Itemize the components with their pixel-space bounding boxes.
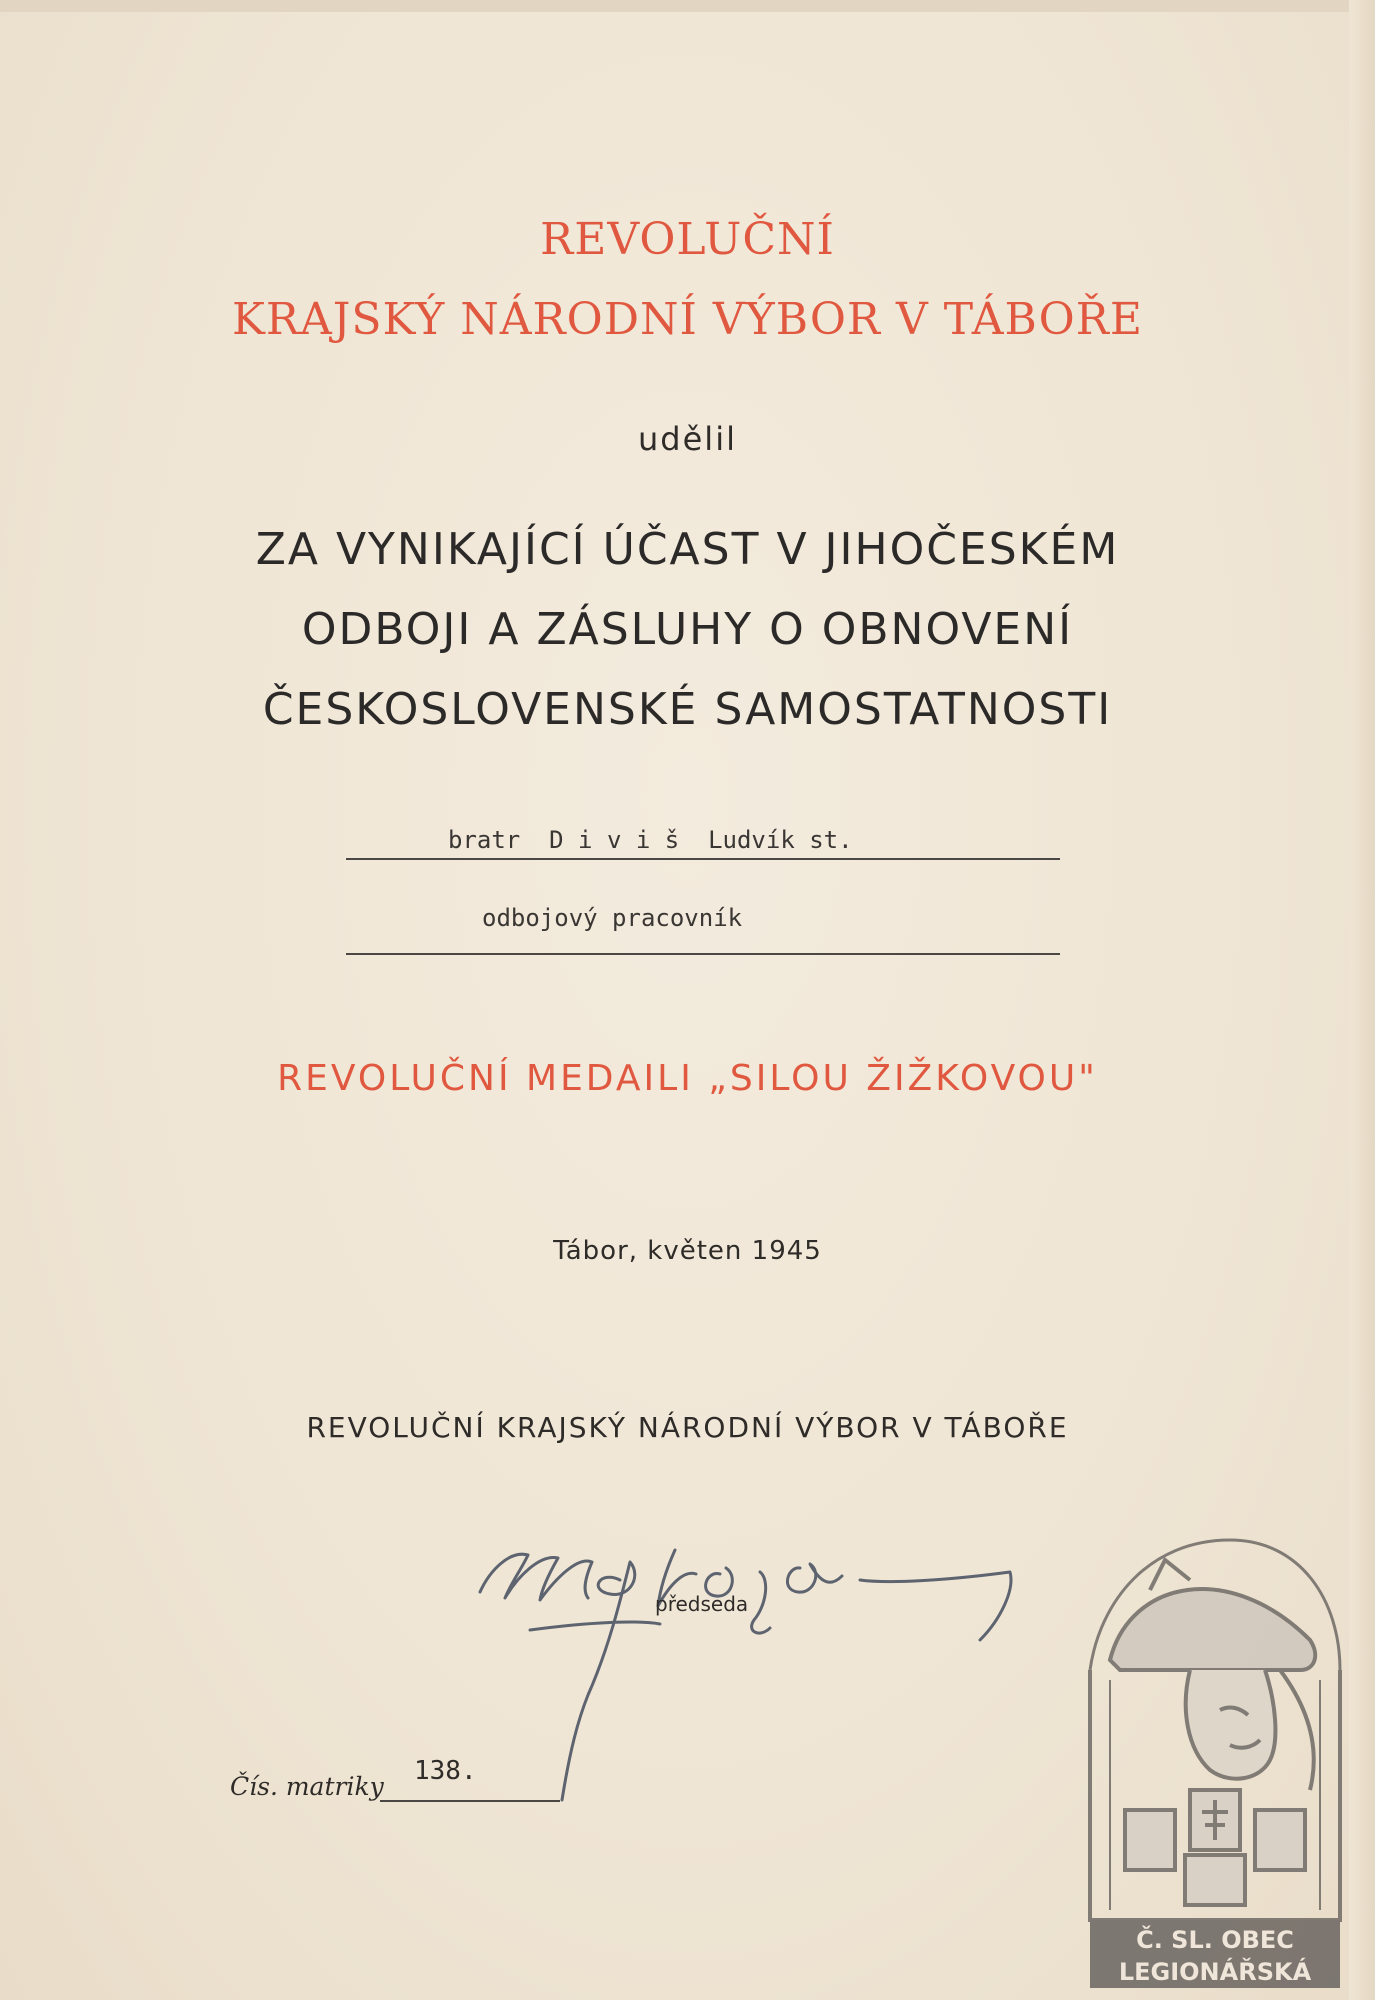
medal-name: REVOLUČNÍ MEDAILI „SILOU ŽIŽKOVOU" — [277, 1058, 1098, 1099]
recipient-name-line — [346, 858, 1060, 860]
recipient-name: bratr D i v i š Ludvík st. — [448, 826, 853, 854]
heading-line-2: KRAJSKÝ NÁRODNÍ VÝBOR V TÁBOŘE — [231, 294, 1143, 345]
registry-line — [380, 1800, 560, 1802]
stamp-line-1: Č. SL. OBEC — [1136, 1926, 1294, 1954]
chairman-title: předseda — [655, 1592, 749, 1616]
heading-line-1: REVOLUČNÍ — [540, 214, 835, 265]
recipient-role-line — [346, 953, 1060, 955]
reason-line-2: ODBOJI A ZÁSLUHY O OBNOVENÍ — [301, 604, 1074, 655]
registry-value: 138. — [414, 1756, 477, 1786]
legion-stamp — [1070, 1520, 1360, 1990]
recipient-role: odbojový pracovník — [482, 904, 743, 932]
committee-name: REVOLUČNÍ KRAJSKÝ NÁRODNÍ VÝBOR V TÁBOŘE — [306, 1411, 1069, 1444]
place-date: Tábor, květen 1945 — [553, 1236, 822, 1266]
stamp-line-2: LEGIONÁŘSKÁ — [1118, 1958, 1312, 1986]
handwritten-signature — [470, 1510, 1030, 1830]
paper-top-edge — [0, 0, 1375, 12]
granted-text: udělil — [638, 420, 737, 458]
registry-label: Čís. matriky — [230, 1772, 384, 1801]
reason-line-1: ZA VYNIKAJÍCÍ ÚČAST V JIHOČESKÉM — [255, 524, 1120, 575]
reason-line-3: ČESKOSLOVENSKÉ SAMOSTATNOSTI — [262, 684, 1113, 735]
